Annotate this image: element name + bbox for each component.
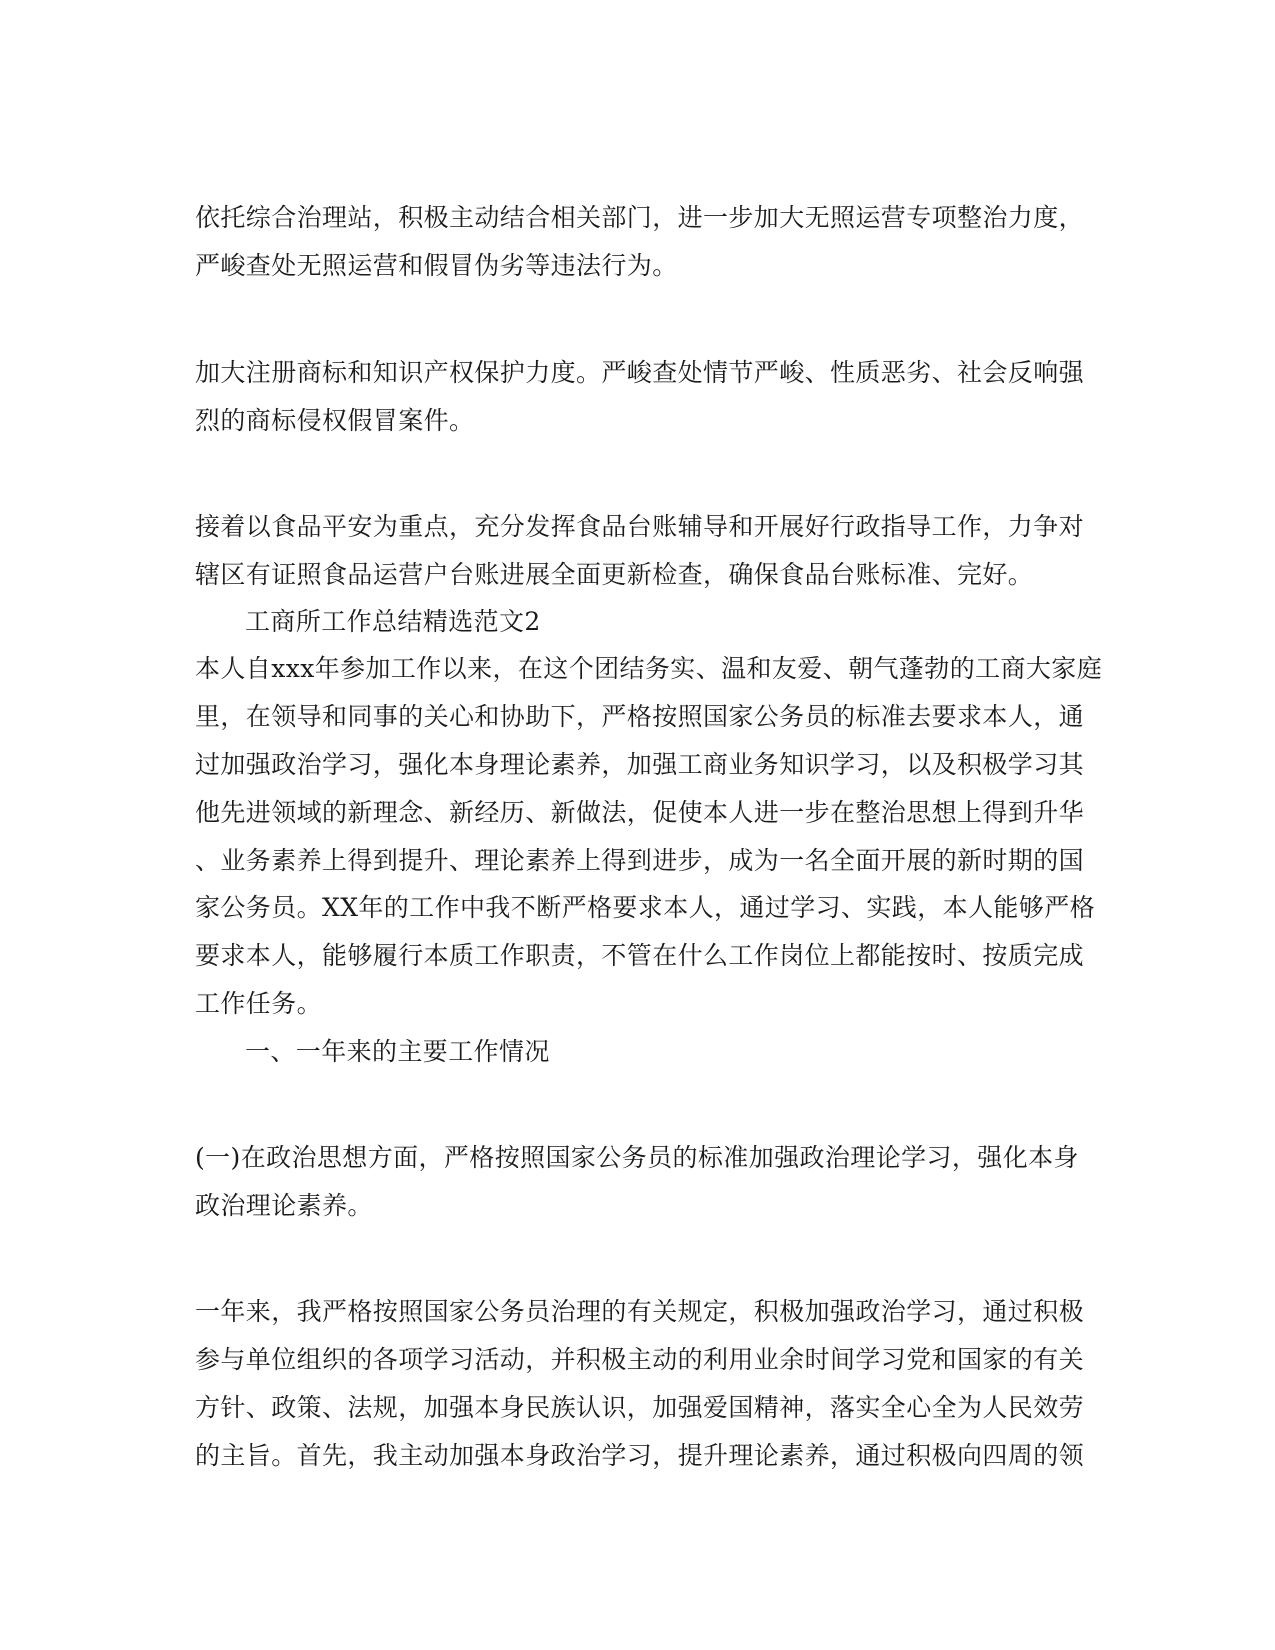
paragraph-5-line-1: (一)在政治思想方面，严格按照国家公务员的标准加强政治理论学习，强化本身 xyxy=(195,1143,1079,1172)
paragraph-4-line-7: 要求本人，能够履行本质工作职责，不管在什么工作岗位上都能按时、按质完成 xyxy=(195,941,1085,970)
paragraph-2-line-2: 烈的商标侵权假冒案件。 xyxy=(195,406,475,435)
paragraph-4-line-3: 过加强政治学习，强化本身理论素养，加强工商业务知识学习，以及积极学习其 xyxy=(195,750,1085,779)
section-heading-2: 一、一年来的主要工作情况 xyxy=(245,1037,550,1066)
paragraph-6-line-4: 的主旨。首先，我主动加强本身政治学习，提升理论素养，通过积极向四周的领 xyxy=(195,1441,1085,1470)
paragraph-4-line-1: 本人自xxx年参加工作以来，在这个团结务实、温和友爱、朝气蓬勃的工商大家庭 xyxy=(195,654,1103,683)
paragraph-4-line-4: 他先进领域的新理念、新经历、新做法，促使本人进一步在整治思想上得到升华 xyxy=(195,798,1085,827)
paragraph-1-line-2: 严峻查处无照运营和假冒伪劣等违法行为。 xyxy=(195,251,678,280)
section-heading-1: 工商所工作总结精选范文2 xyxy=(245,607,541,636)
paragraph-1-line-1: 依托综合治理站，积极主动结合相关部门，进一步加大无照运营专项整治力度， xyxy=(195,203,1085,232)
paragraph-5-line-2: 政治理论素养。 xyxy=(195,1191,373,1220)
paragraph-4-line-5: 、业务素养上得到提升、理论素养上得到进步，成为一名全面开展的新时期的国 xyxy=(195,846,1085,875)
paragraph-6-line-3: 方针、政策、法规，加强本身民族认识，加强爱国精神，落实全心全为人民效劳 xyxy=(195,1393,1085,1422)
paragraph-4-line-2: 里，在领导和同事的关心和协助下，严格按照国家公务员的标准去要求本人，通 xyxy=(195,702,1085,731)
paragraph-2-line-1: 加大注册商标和知识产权保护力度。严峻查处情节严峻、性质恶劣、社会反响强 xyxy=(195,358,1085,387)
paragraph-6-line-2: 参与单位组织的各项学习活动，并积极主动的利用业余时间学习党和国家的有关 xyxy=(195,1345,1085,1374)
paragraph-4-line-6: 家公务员。XX年的工作中我不断严格要求本人，通过学习、实践，本人能够严格 xyxy=(195,893,1095,922)
paragraph-3-line-2: 辖区有证照食品运营户台账进展全面更新检查，确保食品台账标准、完好。 xyxy=(195,560,1034,589)
paragraph-4-line-8: 工作任务。 xyxy=(195,989,323,1018)
paragraph-6-line-1: 一年来，我严格按照国家公务员治理的有关规定，积极加强政治学习，通过积极 xyxy=(195,1297,1085,1326)
paragraph-3-line-1: 接着以食品平安为重点，充分发挥食品台账辅导和开展好行政指导工作，力争对 xyxy=(195,512,1085,541)
